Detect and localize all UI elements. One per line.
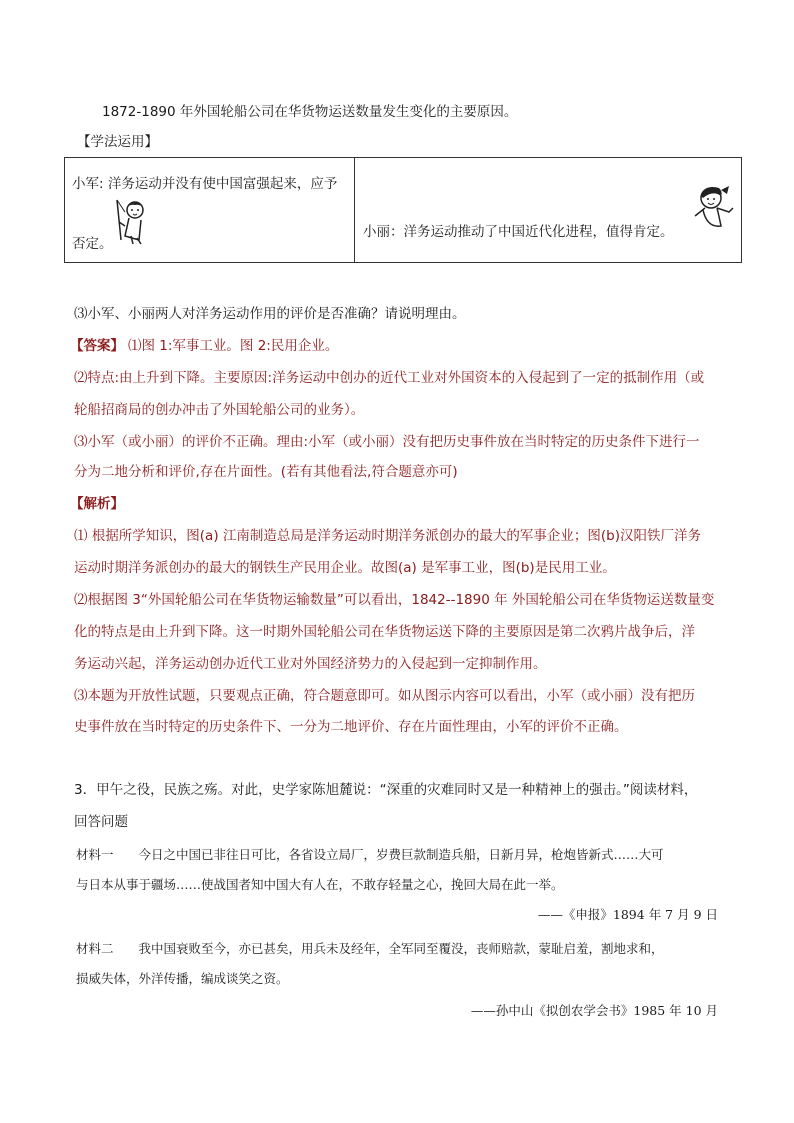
question-3-stem-line-2: 回答问题 bbox=[74, 814, 128, 830]
material-2-source: ——孙中山《拟创农学会书》1985 年 10 月 bbox=[470, 1003, 718, 1018]
material-2-line-2: 损威失体，外洋传播，编成谈笑之资。 bbox=[76, 971, 289, 986]
question-3-prompt: ⑶小军、小丽两人对洋务运动作用的评价是否准确？请说明理由。 bbox=[74, 306, 466, 322]
answer-line-4: ⑶小军（或小丽）的评价不正确。理由:小军（或小丽）没有把历史事件放在当时特定的历史条件下进行一 bbox=[74, 434, 700, 450]
material-1-line-1: 材料一 今日之中国已非往日可比，各省设立局厂，岁费巨款制造兵船，日新月异，枪炮皆新式……大可 bbox=[76, 847, 664, 862]
analysis-line-5: 务运动兴起，洋务运动创办近代工业对外国经济势力的入侵起到一定抑制作用。 bbox=[74, 656, 547, 672]
intro-line: 1872-1890 年外国轮船公司在华货物运送数量发生变化的主要原因。 bbox=[102, 104, 518, 120]
question-3-stem-line-1: 3．甲午之役，民族之殇。对此，史学家陈旭麓说：“深重的灾难同时又是一种精神上的强击。”阅读材料， bbox=[74, 782, 698, 798]
xiaojun-opinion-line1: 小军: 洋务运动并没有使中国富强起来，应予 bbox=[72, 176, 338, 192]
answer-line-2: ⑵特点:由上升到下降。主要原因:洋务运动中创办的近代工业对外国资本的入侵起到了一定的抵制作用（或 bbox=[74, 370, 705, 386]
analysis-line-4: 化的特点是由上升到下降。这一时期外国轮船公司在华货物运送下降的主要原因是第二次鸦片战争后，洋 bbox=[74, 624, 695, 640]
analysis-label: 【解析】 bbox=[70, 496, 124, 512]
answer-line-1: ⑴图 1:军事工业。图 2:民用企业。 bbox=[128, 338, 339, 354]
material-1-source: ——《申报》1894 年 7 月 9 日 bbox=[537, 907, 718, 922]
analysis-line-6: ⑶本题为开放性试题，只要观点正确，符合题意即可。如从图示内容可以看出，小军（或小丽）没有把历 bbox=[74, 688, 695, 704]
boy-figure-icon bbox=[111, 196, 149, 246]
answer-line-3: 轮船招商局的创办冲击了外国轮船公司的业务）。 bbox=[74, 402, 365, 418]
answer-line-5: 分为二地分析和评价,存在片面性。(若有其他看法,符合题意亦可) bbox=[74, 464, 458, 480]
opinion-table bbox=[64, 157, 742, 263]
material-2-line-1: 材料二 我中国衰败至今，亦已甚矣，用兵未及经年，全军同至覆没，丧师赔款，蒙耻启羞，割地求和， bbox=[76, 941, 664, 956]
analysis-line-1: ⑴ 根据所学知识，图(a) 江南制造总局是洋务运动时期洋务派创办的最大的军事企业；图(b)汉阳铁厂洋务 bbox=[74, 528, 701, 544]
xiaojun-opinion-line2: 否定。 bbox=[72, 236, 113, 252]
analysis-line-3: ⑵根据图 3“外国轮船公司在华货物运输数量”可以看出，1842--1890 年 外国轮船公司在华货物运送数量变 bbox=[74, 592, 715, 608]
material-1-line-2: 与日本从事于疆场……使战国者知中国大有人在，不敢存轻量之心，挽回大局在此一举。 bbox=[76, 877, 564, 892]
analysis-line-2: 运动时期洋务派创办的最大的钢铁生产民用企业。故图(a) 是军事工业，图(b)是民用工业。 bbox=[74, 560, 616, 576]
table-divider bbox=[354, 158, 355, 262]
xiaoli-opinion: 小丽：洋务运动推动了中国近代化进程，值得肯定。 bbox=[363, 224, 674, 240]
answer-label: 【答案】 bbox=[70, 338, 124, 354]
section-heading-xuefa: 【学法运用】 bbox=[77, 134, 158, 150]
analysis-line-7: 史事件放在当时特定的历史条件下、一分为二地评价、存在片面性理由，小军的评价不正确。 bbox=[74, 719, 628, 735]
girl-figure-icon bbox=[689, 182, 735, 232]
